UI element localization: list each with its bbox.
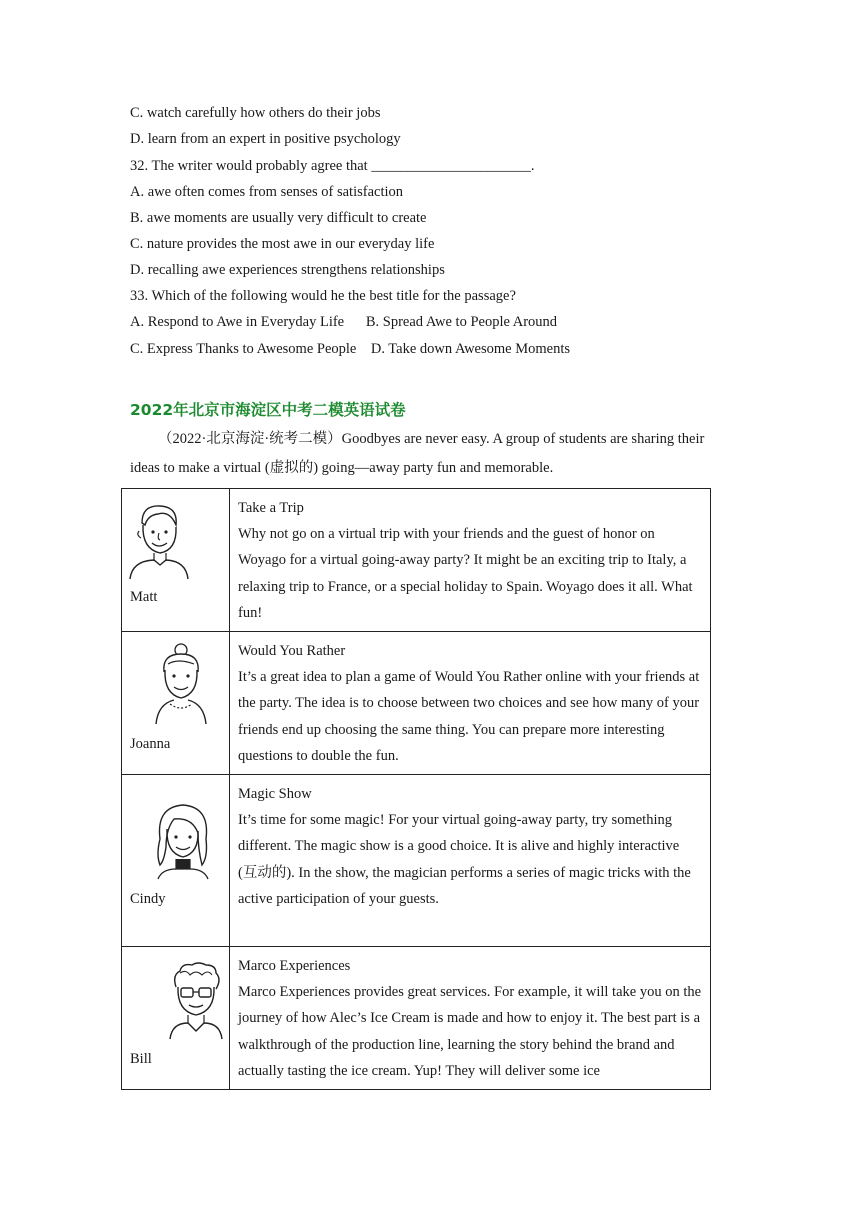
intro-line-2: ideas to make a virtual (虚拟的) going—away party fun and memorable. <box>130 460 554 476</box>
idea-title: Magic Show <box>238 786 312 802</box>
idea-cell <box>230 489 711 632</box>
idea-text: It’s time for some magic! For your virtual going-away party, try something different. The magic show is a good choice. It is alive and highly interactive (互动的). In the show, the magician performs a series of magic tricks with the active participation of your guests. <box>238 812 691 907</box>
option-line: C. nature provides the most awe in our everyday life <box>130 236 435 252</box>
idea-cell <box>230 947 711 1090</box>
idea-cell <box>230 775 711 947</box>
option-line: C. Express Thanks to Awesome People D. Take down Awesome Moments <box>130 341 571 357</box>
matt-portrait-icon <box>128 501 190 586</box>
person-cell <box>122 632 230 775</box>
idea-text: Marco Experiences provides great services. For example, it will take you on the journey of how Alec’s Ice Cream is made and how to enjoy it. The best part is a walkthrough of the production line, learning the story behind the brand and actually tasting the ice cream. Yup! They will deliver some ice <box>238 984 702 1079</box>
option-line: C. watch carefully how others do their jobs <box>130 105 381 121</box>
table-row <box>122 632 711 775</box>
section-heading: 2022年北京市海淀区中考二模英语试卷 <box>130 401 406 419</box>
question-33: 33. Which of the following would he the best title for the passage? <box>130 288 516 304</box>
person-cell <box>122 489 230 632</box>
option-line: A. Respond to Awe in Everyday Life B. Spread Awe to People Around <box>130 314 558 330</box>
person-cell <box>122 947 230 1090</box>
idea-title: Would You Rather <box>238 643 346 659</box>
person-cell <box>122 775 230 947</box>
table-row <box>122 775 711 947</box>
table-row <box>122 947 711 1090</box>
idea-cell <box>230 632 711 775</box>
option-line: D. learn from an expert in positive psychology <box>130 131 401 147</box>
idea-title: Marco Experiences <box>238 958 351 974</box>
idea-text: Why not go on a virtual trip with your friends and the guest of honor on Woyago for a virtual going-away party? It might be an exciting trip to Italy, a relaxing trip to France, or a special holiday to Spain. Woyago does it all. What fun! <box>238 526 693 621</box>
intro-line-1: （2022·北京海淀·统考二模）Goodbyes are never easy. A group of students are sharing their <box>158 431 705 447</box>
person-name: Bill <box>130 1051 152 1067</box>
option-line: B. awe moments are usually very difficult to create <box>130 210 427 226</box>
ideas-table <box>121 488 711 1090</box>
intro-paragraph <box>130 425 740 483</box>
option-line: D. recalling awe experiences strengthens relationships <box>130 262 445 278</box>
idea-title: Take a Trip <box>238 500 304 516</box>
idea-text: It’s a great idea to plan a game of Would You Rather online with your friends at the party. The idea is to choose between two choices and see how many of your friends end up choosing the same thing. You can prepare more interesting questions to double the fun. <box>238 669 700 764</box>
cindy-portrait-icon <box>152 799 214 886</box>
table-row <box>122 489 711 632</box>
joanna-portrait-icon <box>152 642 210 731</box>
bill-portrait-icon <box>166 961 226 1046</box>
person-name: Cindy <box>130 891 166 907</box>
person-name: Joanna <box>130 736 171 752</box>
question-32: 32. The writer would probably agree that ______________________. <box>130 158 535 174</box>
person-name: Matt <box>130 589 158 605</box>
option-line: A. awe often comes from senses of satisfaction <box>130 184 404 200</box>
